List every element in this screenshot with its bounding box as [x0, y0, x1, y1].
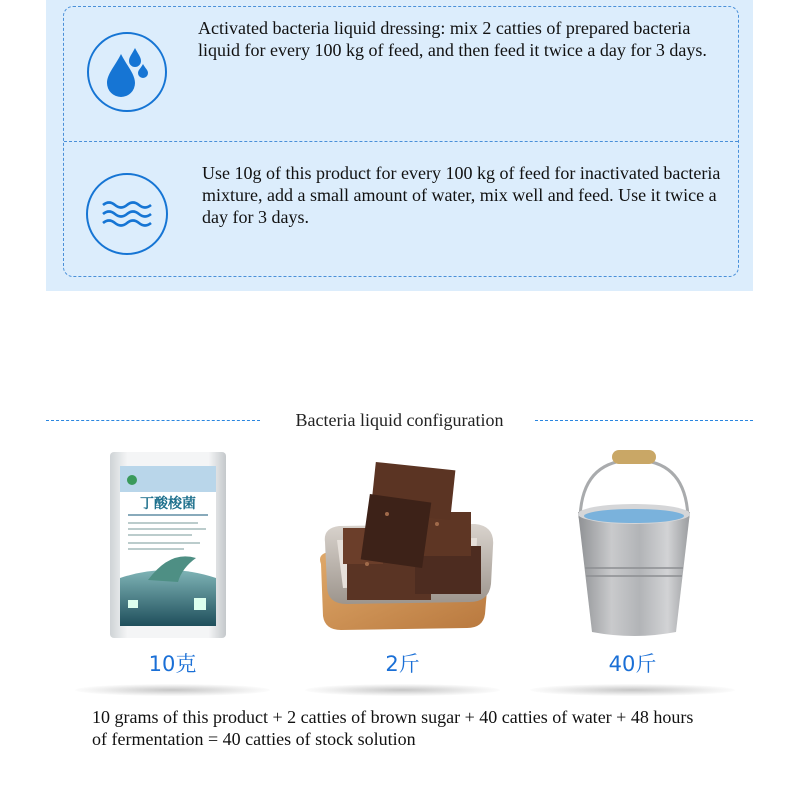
ingredient-shadow: [75, 684, 270, 696]
ingredient-product: [75, 440, 270, 700]
section-title: Bacteria liquid configuration: [295, 410, 504, 430]
water-bucket-image: [572, 446, 696, 651]
ingredient-water: [530, 440, 735, 700]
ingredient-brown-sugar: [305, 440, 500, 700]
usage-instructions-panel: [46, 0, 753, 291]
usage-text-inactivated: Use 10g of this product for every 100 kg of feed for inactivated bacteria mixture, add a small amount of water, mix well and feed. Use it twice a day for 3 days.: [202, 163, 721, 227]
water-waves-icon: [86, 173, 168, 255]
usage-instructions-box: [63, 6, 739, 277]
formula-text: 10 grams of this product + 2 catties of brown sugar + 40 catties of water + 48 hours of fermentation = 40 catties of stock solution: [92, 707, 694, 749]
usage-item-activated: [64, 7, 738, 141]
ingredient-shadow: [305, 684, 500, 696]
header-divider-right: [535, 420, 753, 421]
section-header: [46, 408, 753, 432]
ingredient-shadow: [530, 684, 735, 696]
brown-sugar-image: [307, 454, 497, 639]
water-drops-icon: [87, 32, 167, 112]
ingredient-label-brown-sugar: 2斤: [385, 652, 420, 676]
usage-text-activated: Activated bacteria liquid dressing: mix 2 catties of prepared bacteria liquid for every 100 kg of feed, and then feed it twice a day for 3 days.: [198, 18, 707, 60]
ingredient-label-product: 10克: [148, 652, 197, 676]
product-package-image: [108, 450, 228, 645]
usage-item-inactivated: [64, 142, 738, 278]
package-name: 丁酸梭菌: [140, 496, 196, 512]
ingredient-label-water: 40斤: [608, 652, 657, 676]
